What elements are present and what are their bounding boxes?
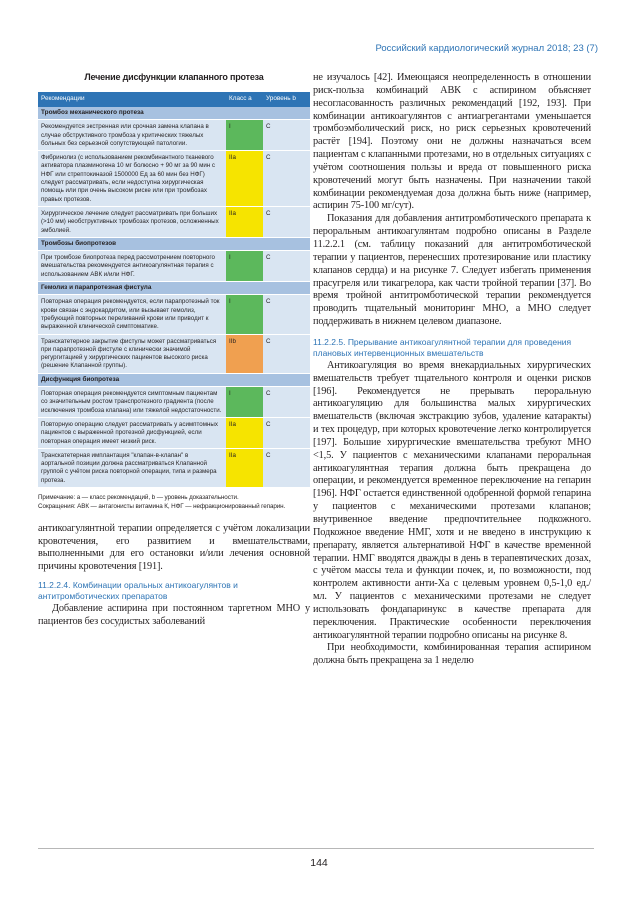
right-paragraph-4: При необходимости, комбинированная терапия аспирином должна быть прекращена за 1 неделю: [313, 642, 591, 667]
table-section-title: Дисфункция биопротеза: [38, 373, 310, 386]
table-row: [38, 206, 310, 237]
recommendation-text: При тромбозе биопротеза перед рассмотрением повторного вмешательства рекомендуется антикоагулянтная терапия с использованием АВК и/или НФГ.: [38, 251, 226, 282]
recommendation-text: Повторная операция рекомендуется симптомным пациентам со значительным ростом транспротезного градиента (после исключения тромбоза клапана) или тяжелой недостаточности.: [38, 387, 226, 418]
table-abbreviations: Сокращения: АВК — антагонисты витамина К, НФГ — нефракционированный гепарин.: [38, 503, 286, 511]
recommendation-class: I: [226, 251, 263, 282]
evidence-level: C: [263, 448, 310, 487]
recommendation-class: IIb: [226, 334, 263, 373]
recommendation-class: I: [226, 295, 263, 334]
table-section-title: Тромбоз механического протеза: [38, 107, 310, 120]
recommendation-text: Хирургическое лечение следует рассматривать при больших (>10 мм) необструктивных тромбозах протезов, осложненных эмболией.: [38, 206, 226, 237]
evidence-level: C: [263, 120, 310, 151]
table-row: [38, 251, 310, 282]
section-heading-11-2-2-5: 11.2.2.5. Прерывание антикоагулянтной терапии для проведения плановых интервенционных вмешательств: [313, 336, 572, 358]
recommendation-text: Повторная операция рекомендуется, если парапротезный ток крови связан с эндокардитом, или вызывает гемолиз, требующий повторных переливаний крови или приводит к выраженной клинической симптоматике.: [38, 295, 226, 334]
table-row: [38, 387, 310, 418]
table-section-title: Тромбозы биопротезов: [38, 237, 310, 250]
recommendation-class: IIa: [226, 448, 263, 487]
evidence-level: C: [263, 151, 310, 207]
page-number: 144: [310, 857, 328, 869]
left-paragraph-2: Добавление аспирина при постоянном таргетном МНО у пациентов без сосудистых заболеваний: [38, 603, 310, 628]
recommendation-class: IIa: [226, 206, 263, 237]
evidence-level: C: [263, 295, 310, 334]
table-header-row: [38, 92, 310, 107]
evidence-level: C: [263, 251, 310, 282]
recommendation-text: Транскатетерная имплантация "клапан-в-клапан" в аортальной позиции должна рассматриваться Клапанной группой с учётом риска повторной операции, типа и размера протеза.: [38, 448, 226, 487]
table-section-row: [38, 282, 310, 295]
table-section-title: Гемолиз и парапротезная фистула: [38, 282, 310, 295]
left-paragraph-1: антикоагулянтной терапии определяется с учётом локализации кровотечения, его развитием и вмешательствами, выполненными для его остановки и/или лечения основной причины кровотечения [191].: [38, 522, 310, 573]
table-row: [38, 448, 310, 487]
table-title: Лечение дисфункции клапанного протеза: [84, 72, 264, 82]
recommendation-text: Транскатетерное закрытие фистулы может рассматриваться при парапротезной фистуле с клинически значимой регургитацией у хирургических пациентов высокого риска (решение Клапанной группы).: [38, 334, 226, 373]
col-header-recommendations: Рекомендации: [38, 92, 226, 107]
recommendation-class: I: [226, 387, 263, 418]
col-header-level: Уровень b: [263, 92, 310, 107]
table-section-row: [38, 373, 310, 386]
table-section-row: [38, 107, 310, 120]
right-paragraph-3: Антикоагуляция во время внекардиальных хирургических вмешательств требует тщательного контроля и оценки рисков [196]. Рекомендуется не прерывать пероральную антикоагуляцию для большинства малых хирургических вмешательств (включая экстракцию зубов, удаление катаракты) и тех процедур, при которых кровотечение легко контролируется [197]. Большие хирургические вмешательства требуют МНО <1,5. У пациентов с механическими клапанами пероральная антикоагулянтная терапия должна быть прекращена до операции, и рекомендуется временное переключение на гепарин [196]. НФГ остается единственной одобренной формой гепарина у пациентов с механическими протезами клапанов; внутривенное введение предпочтительнее подкожного. Подкожное введение НМГ, хотя и не введено в инструкцию к препарату, является альтернативой НФГ в качестве временной терапии. НМГ вводятся дважды в день в терапевтических дозах, с учётом массы тела и функции почек, и, по возможности, под контролем активности анти-Ха с целевым уровнем 0,5-1,0 ед./мл. У пациентов с механическими протезами не следует использовать фондапаринукс в качестве препарата для переключения. Практические особенности переключения антикоагулянтной терапии подробно описаны на рисунке 8.: [313, 359, 591, 641]
recommendation-class: IIa: [226, 151, 263, 207]
right-paragraph-1: не изучалось [42]. Имеющаяся неопределенность в отношении риск-польза комбинаций АВК с аспирином объясняет несогласованность различных рекомендаций [192, 193]. При комбинации антикоагулянтов с антиагрегантами уменьшается тромбоэмболический риск, но риск серьезных кровотечений растёт [194]. Поэтому они не должны назначаться всем пациентам с клапанными протезами, но в отдельных ситуациях с учётом соотношения пользы и вреда от повышенного риска кровотечений могут быть назначены. При назначении такой комбинации рекомендуемая доза должна быть ниже (например, аспирин 75-100 мг/сут).: [313, 72, 591, 212]
evidence-level: C: [263, 387, 310, 418]
table-row: [38, 417, 310, 448]
recommendation-class: I: [226, 120, 263, 151]
evidence-level: C: [263, 417, 310, 448]
right-column: [313, 72, 591, 668]
recommendations-table: [38, 92, 310, 488]
recommendation-text: Рекомендуется экстренная или срочная замена клапана в случае обструктивного тромбоза у критических тяжелых больных без серьезной сопутствующей патологии.: [38, 120, 226, 151]
recommendation-class: IIa: [226, 417, 263, 448]
recommendation-text: Повторную операцию следует рассматривать у асимптомных пациентов с выраженной протезной дисфункцией, если повторная операция имеет низкий риск.: [38, 417, 226, 448]
table-row: [38, 295, 310, 334]
footer-divider: [38, 848, 594, 849]
left-column: [38, 72, 310, 629]
right-paragraph-2: Показания для добавления антитромботического препарата к пероральным антикоагулянтам подробно описаны в Разделе 11.2.2.1 (см. таблицу показаний для антитромботической терапии у пациентов, перенесших протезирование или пластику клапанов сердца) и на рисунке 7. Следует избегать применения прасугреля или тикагрелора, как части тройной терапии [37]. Во время тройной антитромботической терапии рекомендуется проводить тщательный мониторинг МНО, а МНО следует поддерживать в нижнем целевом диапазоне.: [313, 213, 591, 328]
col-header-class: Класс a: [226, 92, 263, 107]
evidence-level: C: [263, 206, 310, 237]
recommendation-text: Фибринолиз (с использованием рекомбинантного тканевого активатора плазминогена 10 мг болюсно + 90 мг за 90 мин с НФГ или стрептокиназой 1500000 Ед за 60 мин без НФГ) следует рассматривать, если недоступна хирургическая помощь или при очень высоком риске или при тромбозах правых протезов.: [38, 151, 226, 207]
table-row: [38, 334, 310, 373]
table-section-row: [38, 237, 310, 250]
journal-header: Российский кардиологический журнал 2018; 23 (7): [375, 43, 598, 54]
table-row: [38, 120, 310, 151]
section-heading-11-2-2-4: 11.2.2.4. Комбинации оральных антикоагулянтов и антитромботических препаратов: [38, 580, 238, 602]
table-row: [38, 151, 310, 207]
table-note: Примечание: a — класс рекомендаций, b — уровень доказательности.: [38, 493, 239, 501]
evidence-level: C: [263, 334, 310, 373]
